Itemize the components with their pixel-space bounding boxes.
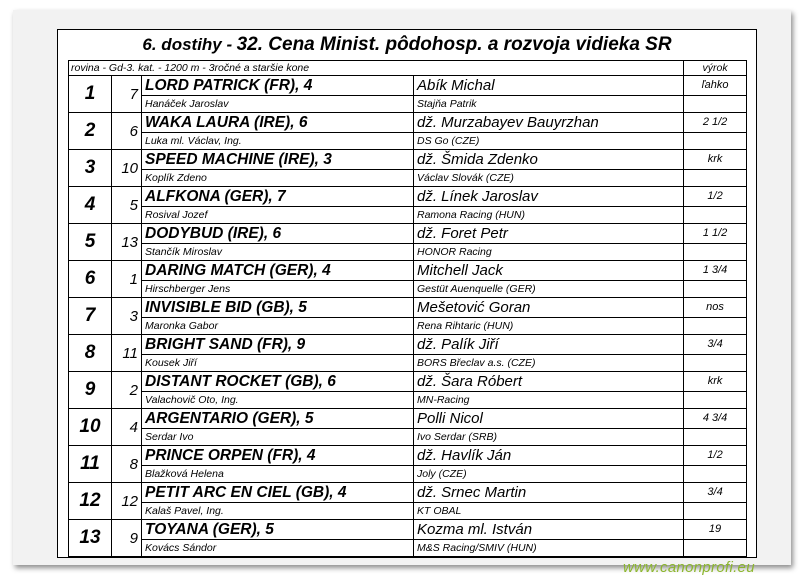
result-row — [69, 446, 747, 466]
margin-blank — [684, 207, 747, 224]
horse-name: DISTANT ROCKET (GB), 6 — [142, 372, 414, 392]
race-name: 32. Cena Minist. pôdohosp. a rozvoja vidieka SR — [236, 34, 672, 55]
horse-name: WAKA LAURA (IRE), 6 — [142, 113, 414, 133]
horse-name: TOYANA (GER), 5 — [142, 520, 414, 540]
trainer-name: Serdar Ivo — [142, 429, 414, 446]
trainer-name: Kalaš Pavel, Ing. — [142, 503, 414, 520]
start-number: 3 — [112, 298, 142, 335]
jockey-name: Mešetović Goran — [414, 298, 684, 318]
jockey-name: dž. Línek Jaroslav — [414, 187, 684, 207]
start-number: 11 — [112, 335, 142, 372]
jockey-name: dž. Palík Jiří — [414, 335, 684, 355]
owner-name: Gestüt Auenquelle (GER) — [414, 281, 684, 298]
horse-name: DARING MATCH (GER), 4 — [142, 261, 414, 281]
horse-name: ALFKONA (GER), 7 — [142, 187, 414, 207]
result-subrow — [69, 96, 747, 113]
margin-blank — [684, 281, 747, 298]
result-row — [69, 298, 747, 318]
margin-blank — [684, 355, 747, 372]
margin-value: ľahko — [684, 76, 747, 96]
trainer-name: Kovács Sándor — [142, 540, 414, 557]
start-number: 9 — [112, 520, 142, 557]
result-subrow — [69, 281, 747, 298]
result-subrow — [69, 244, 747, 261]
jockey-name: dž. Foret Petr — [414, 224, 684, 244]
owner-name: Joly (CZE) — [414, 466, 684, 483]
jockey-name: dž. Srnec Martin — [414, 483, 684, 503]
trainer-name: Rosival Jozef — [142, 207, 414, 224]
watermark: www.canonprofi.eu — [623, 559, 755, 576]
result-subrow — [69, 355, 747, 372]
result-subrow — [69, 392, 747, 409]
jockey-name: Mitchell Jack — [414, 261, 684, 281]
trainer-name: Hanáček Jaroslav — [142, 96, 414, 113]
margin-blank — [684, 466, 747, 483]
jockey-name: Polli Nicol — [414, 409, 684, 429]
margin-blank — [684, 540, 747, 557]
result-subrow — [69, 466, 747, 483]
result-row — [69, 113, 747, 133]
conditions-row — [69, 61, 747, 76]
trainer-name: Stančík Miroslav — [142, 244, 414, 261]
margin-value: 1/2 — [684, 187, 747, 207]
place-number: 13 — [69, 520, 112, 557]
start-number: 5 — [112, 187, 142, 224]
place-number: 9 — [69, 372, 112, 409]
race-conditions: rovina - Gd-3. kat. - 1200 m - 3ročné a staršie kone — [69, 61, 684, 76]
result-subrow — [69, 133, 747, 150]
place-number: 10 — [69, 409, 112, 446]
result-row — [69, 150, 747, 170]
owner-name: Ivo Serdar (SRB) — [414, 429, 684, 446]
horse-name: BRIGHT SAND (FR), 9 — [142, 335, 414, 355]
margin-blank — [684, 96, 747, 113]
photo-frame — [13, 10, 791, 565]
start-number: 12 — [112, 483, 142, 520]
trainer-name: Maronka Gabor — [142, 318, 414, 335]
owner-name: MN-Racing — [414, 392, 684, 409]
margin-blank — [684, 429, 747, 446]
margin-header: výrok — [684, 61, 747, 76]
place-number: 5 — [69, 224, 112, 261]
start-number: 13 — [112, 224, 142, 261]
place-number: 7 — [69, 298, 112, 335]
start-number: 4 — [112, 409, 142, 446]
jockey-name: Kozma ml. István — [414, 520, 684, 540]
jockey-name: dž. Šmida Zdenko — [414, 150, 684, 170]
race-title — [58, 30, 756, 59]
place-number: 2 — [69, 113, 112, 150]
result-subrow — [69, 540, 747, 557]
result-subrow — [69, 318, 747, 335]
jockey-name: dž. Šara Róbert — [414, 372, 684, 392]
owner-name: Rena Rihtaric (HUN) — [414, 318, 684, 335]
result-row — [69, 224, 747, 244]
result-row — [69, 409, 747, 429]
results-sheet — [57, 29, 757, 558]
place-number: 8 — [69, 335, 112, 372]
horse-name: SPEED MACHINE (IRE), 3 — [142, 150, 414, 170]
result-row — [69, 187, 747, 207]
result-subrow — [69, 170, 747, 187]
trainer-name: Luka ml. Václav, Ing. — [142, 133, 414, 150]
result-row — [69, 372, 747, 392]
horse-name: DODYBUD (IRE), 6 — [142, 224, 414, 244]
place-number: 11 — [69, 446, 112, 483]
result-row — [69, 483, 747, 503]
results-table — [68, 60, 747, 557]
start-number: 2 — [112, 372, 142, 409]
margin-blank — [684, 244, 747, 261]
margin-blank — [684, 133, 747, 150]
result-row — [69, 520, 747, 540]
owner-name: KT OBAL — [414, 503, 684, 520]
jockey-name: dž. Murzabayev Bauyrzhan — [414, 113, 684, 133]
place-number: 6 — [69, 261, 112, 298]
start-number: 10 — [112, 150, 142, 187]
owner-name: DS Go (CZE) — [414, 133, 684, 150]
result-row — [69, 335, 747, 355]
owner-name: Ramona Racing (HUN) — [414, 207, 684, 224]
margin-value: krk — [684, 150, 747, 170]
owner-name: HONOR Racing — [414, 244, 684, 261]
margin-blank — [684, 318, 747, 335]
start-number: 1 — [112, 261, 142, 298]
start-number: 8 — [112, 446, 142, 483]
owner-name: Stajňa Patrik — [414, 96, 684, 113]
owner-name: M&S Racing/SMIV (HUN) — [414, 540, 684, 557]
margin-value: 1/2 — [684, 446, 747, 466]
margin-blank — [684, 503, 747, 520]
horse-name: PRINCE ORPEN (FR), 4 — [142, 446, 414, 466]
result-subrow — [69, 503, 747, 520]
result-subrow — [69, 429, 747, 446]
margin-value: 2 1/2 — [684, 113, 747, 133]
trainer-name: Hirschberger Jens — [142, 281, 414, 298]
owner-name: BORS Břeclav a.s. (CZE) — [414, 355, 684, 372]
place-number: 3 — [69, 150, 112, 187]
margin-value: 19 — [684, 520, 747, 540]
result-row — [69, 261, 747, 281]
horse-name: LORD PATRICK (FR), 4 — [142, 76, 414, 96]
margin-value: nos — [684, 298, 747, 318]
start-number: 7 — [112, 76, 142, 113]
result-subrow — [69, 207, 747, 224]
margin-value: 4 3/4 — [684, 409, 747, 429]
start-number: 6 — [112, 113, 142, 150]
margin-blank — [684, 392, 747, 409]
margin-value: 3/4 — [684, 335, 747, 355]
trainer-name: Kousek Jiří — [142, 355, 414, 372]
horse-name: ARGENTARIO (GER), 5 — [142, 409, 414, 429]
jockey-name: Abík Michal — [414, 76, 684, 96]
horse-name: PETIT ARC EN CIEL (GB), 4 — [142, 483, 414, 503]
place-number: 12 — [69, 483, 112, 520]
owner-name: Václav Slovák (CZE) — [414, 170, 684, 187]
horse-name: INVISIBLE BID (GB), 5 — [142, 298, 414, 318]
place-number: 1 — [69, 76, 112, 113]
trainer-name: Valachovič Oto, Ing. — [142, 392, 414, 409]
trainer-name: Koplík Zdeno — [142, 170, 414, 187]
margin-blank — [684, 170, 747, 187]
result-row — [69, 76, 747, 96]
trainer-name: Blažková Helena — [142, 466, 414, 483]
jockey-name: dž. Havlík Ján — [414, 446, 684, 466]
margin-value: 1 3/4 — [684, 261, 747, 281]
race-number-label: 6. dostihy - — [142, 35, 233, 54]
margin-value: 1 1/2 — [684, 224, 747, 244]
margin-value: 3/4 — [684, 483, 747, 503]
place-number: 4 — [69, 187, 112, 224]
margin-value: krk — [684, 372, 747, 392]
